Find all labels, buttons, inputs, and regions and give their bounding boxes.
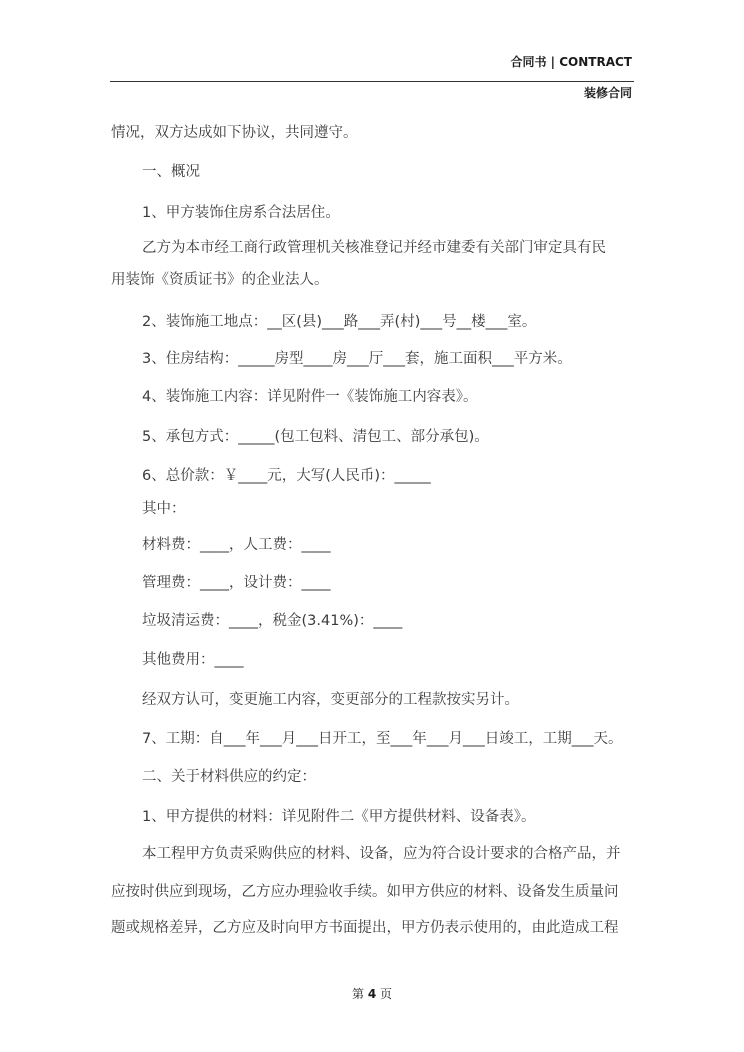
body-line: 经双方认可，变更施工内容，变更部分的工程款按实另计。 xyxy=(142,692,519,708)
body-line: 应按时供应到现场，乙方应办理验收手续。如甲方供应的材料、设备发生质量问 xyxy=(111,884,619,900)
footer-suffix: 页 xyxy=(380,987,393,1001)
body-line: 垃圾清运费：____，税金(3.41%)：____ xyxy=(142,613,403,629)
page-number: 4 xyxy=(367,987,377,1001)
body-line: 5、承包方式：_____(包工包料、清包工、部分承包)。 xyxy=(142,429,489,445)
body-line: 本工程甲方负责采购供应的材料、设备，应为符合设计要求的合格产品，并 xyxy=(142,846,621,862)
body-line: 1、甲方提供的材料：详见附件二《甲方提供材料、设备表》。 xyxy=(142,809,536,825)
body-line: 其他费用：____ xyxy=(142,652,244,668)
body-line: 题或规格差异，乙方应及时向甲方书面提出，甲方仍表示使用的，由此造成工程 xyxy=(111,920,619,936)
body-line: 4、装饰施工内容：详见附件一《装饰施工内容表》。 xyxy=(142,389,478,405)
header-subtitle: 装修合同 xyxy=(583,86,632,100)
body-line: 其中： xyxy=(142,501,186,517)
body-line: 情况，双方达成如下协议，共同遵守。 xyxy=(111,125,358,141)
body-line: 管理费：____，设计费：____ xyxy=(142,575,331,591)
footer-prefix: 第 xyxy=(351,987,364,1001)
page-footer xyxy=(0,985,744,1002)
body-line: 1、甲方装饰住房系合法居住。 xyxy=(142,205,340,221)
body-line: 2、装饰施工地点：__区(县)___路___弄(村)___号__楼___室。 xyxy=(142,314,537,330)
body-line: 6、总价款：￥____元，大写(人民币)：_____ xyxy=(142,468,431,484)
header-divider xyxy=(110,81,634,82)
body-line: 3、住房结构：_____房型____房___厅___套，施工面积___平方米。 xyxy=(142,351,572,367)
body-line: 7、工期：自___年___月___日开工，至___年___月___日竣工，工期___天。 xyxy=(142,731,623,747)
header-title: 合同书 | CONTRACT xyxy=(510,55,632,69)
section-heading: 一、概况 xyxy=(142,164,200,180)
body-line: 用装饰《资质证书》的企业法人。 xyxy=(111,272,329,288)
body-line: 材料费：____，人工费：____ xyxy=(142,537,331,553)
body-line: 乙方为本市经工商行政管理机关核准登记并经市建委有关部门审定具有民 xyxy=(142,240,606,256)
section-heading: 二、关于材料供应的约定： xyxy=(142,769,316,785)
